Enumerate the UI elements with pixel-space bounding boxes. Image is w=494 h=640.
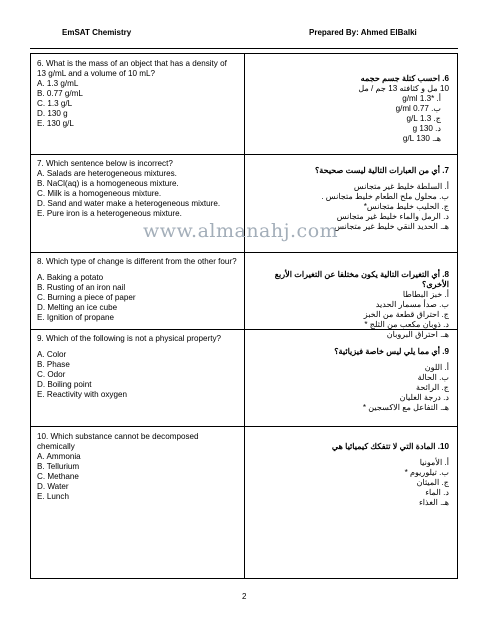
- question-9-option-e: E. Reactivity with oxygen: [37, 390, 127, 399]
- question-9-option-a: A. Color: [37, 350, 67, 359]
- question-7-option-b: B. NaCl(aq) is a homogeneous mixture.: [37, 179, 179, 188]
- question-6-option-c: C. 1.3 g/L: [37, 99, 73, 108]
- question-10-option-a: A. Ammonia: [37, 452, 81, 461]
- question-6-arabic: [251, 74, 449, 144]
- question-10-option-c: C. Methane: [37, 472, 79, 481]
- question-9-arabic: [251, 347, 449, 413]
- question-6-arabic-option-c: ج. 1.3 g/L: [406, 114, 441, 123]
- question-7-option-a: A. Salads are heterogeneous mixtures.: [37, 169, 177, 178]
- question-10-option-e: E. Lunch: [37, 492, 69, 501]
- question-10-arabic-text: 10. المادة التي لا تتفكك كيميائيا هي: [331, 442, 449, 451]
- question-9-arabic-option-c: ج. الرائحة: [416, 383, 449, 392]
- question-6-text: 6. What is the mass of an object that has a density of 13 g/mL and a volume of 10 mL?: [37, 59, 227, 78]
- watermark: www.almanahj.com: [143, 220, 339, 242]
- question-table: [30, 53, 458, 579]
- question-8-arabic-option-a: أ. خبز البطاطا: [402, 290, 449, 299]
- question-8-arabic-option-b: ب. صدأ مسمار الحديد: [375, 300, 449, 309]
- question-6-arabic-text-2: 10 مل و كثافته 13 جم / مل: [358, 84, 449, 93]
- row-separator: [31, 252, 457, 253]
- question-10-arabic-option-d: د. الماء: [425, 488, 449, 497]
- question-8-option-e: E. Ignition of propane: [37, 313, 114, 322]
- column-divider: [244, 54, 245, 578]
- question-10-option-d: D. Water: [37, 482, 69, 491]
- question-10-english: [37, 432, 237, 502]
- question-6-arabic-option-e: هـ. 130 g/L: [402, 134, 441, 143]
- header-right: Prepared By: Ahmed ElBalki: [309, 28, 417, 37]
- question-10-arabic-option-b: ب. تيلوريوم *: [404, 468, 449, 477]
- question-9-option-b: B. Phase: [37, 360, 70, 369]
- question-10-arabic-option-c: ج. الميثان: [416, 478, 449, 487]
- question-8-option-a: A. Baking a potato: [37, 273, 104, 282]
- question-9-arabic-option-e: هـ. التفاعل مع الاكسجين *: [362, 403, 449, 412]
- question-7-arabic-option-b: ب. محلول ملح الطعام خليط متجانس .: [321, 192, 449, 201]
- question-8-option-d: D. Melting an ice cube: [37, 303, 118, 312]
- question-10-arabic-option-a: أ. الأمونيا: [419, 458, 449, 467]
- question-6-option-a: A. 1.3 g/mL: [37, 79, 79, 88]
- row-separator: [31, 426, 457, 427]
- question-7-arabic-option-d: د. الرمل والماء خليط غير متجانس: [336, 212, 449, 221]
- question-9-english: [37, 334, 237, 400]
- question-7-option-e: E. Pure iron is a heterogeneous mixture.: [37, 209, 182, 218]
- question-6-arabic-option-b: ب. 0.77 g/ml: [395, 104, 441, 113]
- question-9-arabic-text: 9. أي مما يلي ليس خاصة فيزيائية؟: [334, 347, 449, 356]
- question-8-english: [37, 257, 237, 323]
- question-9-text: 9. Which of the following is not a physical property?: [37, 334, 222, 343]
- question-8-option-c: C. Burning a piece of paper: [37, 293, 136, 302]
- question-10-text: 10. Which substance cannot be decomposed chemically: [37, 432, 199, 451]
- question-7-text: 7. Which sentence below is incorrect?: [37, 159, 173, 168]
- question-8-arabic: [251, 270, 449, 340]
- question-9-arabic-option-d: د. درجة الغليان: [399, 393, 449, 402]
- question-10-arabic-option-e: هـ. الغذاء: [418, 498, 449, 507]
- question-6-arabic-text: 6. احسب كتلة جسم حجمه: [360, 74, 449, 83]
- question-9-option-d: D. Boiling point: [37, 380, 92, 389]
- question-9-arabic-option-a: أ. اللون: [424, 363, 449, 372]
- header-left: EmSAT Chemistry: [62, 28, 132, 37]
- question-8-text: 8. Which type of change is different from the other four?: [37, 257, 237, 266]
- question-7-option-c: C. Milk is a homogeneous mixture.: [37, 189, 162, 198]
- question-6-option-e: E. 130 g/L: [37, 119, 74, 128]
- question-8-arabic-option-e: هـ. احتراق البروبان: [386, 330, 449, 339]
- question-10-arabic: [251, 442, 449, 508]
- question-7-option-d: D. Sand and water make a heterogeneous mixture.: [37, 199, 221, 208]
- question-8-arabic-text: 8. أي التغيرات التالية يكون مختلفا عن التغيرات الأربع الأخرى؟: [274, 270, 449, 289]
- question-7-arabic-option-c: ج. الحليب خليط متجانس*: [363, 202, 449, 211]
- question-6-arabic-option-a: أ. *1.3 g/ml: [402, 94, 441, 103]
- question-9-option-c: C. Odor: [37, 370, 66, 379]
- question-6-arabic-option-d: د. 130 g: [412, 124, 441, 133]
- question-8-option-b: B. Rusting of an iron nail: [37, 283, 126, 292]
- question-6-option-b: B. 0.77 g/mL: [37, 89, 83, 98]
- question-7-arabic-option-e: هـ. الحديد النقي خليط غير متجانس: [334, 222, 449, 231]
- question-7-english: [37, 159, 237, 219]
- question-9-arabic-option-b: ب. الحالة: [417, 373, 449, 382]
- question-7-arabic-text: 7. أي من العبارات التالية ليست صحيحة؟: [315, 166, 449, 175]
- question-10-option-b: B. Tellurium: [37, 462, 80, 471]
- question-7-arabic-option-a: أ. السلطة خليط غير متجانس: [353, 182, 449, 191]
- row-separator: [31, 154, 457, 155]
- question-8-arabic-option-c: ج. احتراق قطعة من الخبز: [363, 310, 449, 319]
- question-6-english: [37, 59, 237, 129]
- header-rule: [30, 48, 458, 49]
- question-8-arabic-option-d: د. ذوبان مكعب من الثلج *: [364, 320, 449, 329]
- page-number: 2: [242, 592, 247, 601]
- question-6-option-d: D. 130 g: [37, 109, 68, 118]
